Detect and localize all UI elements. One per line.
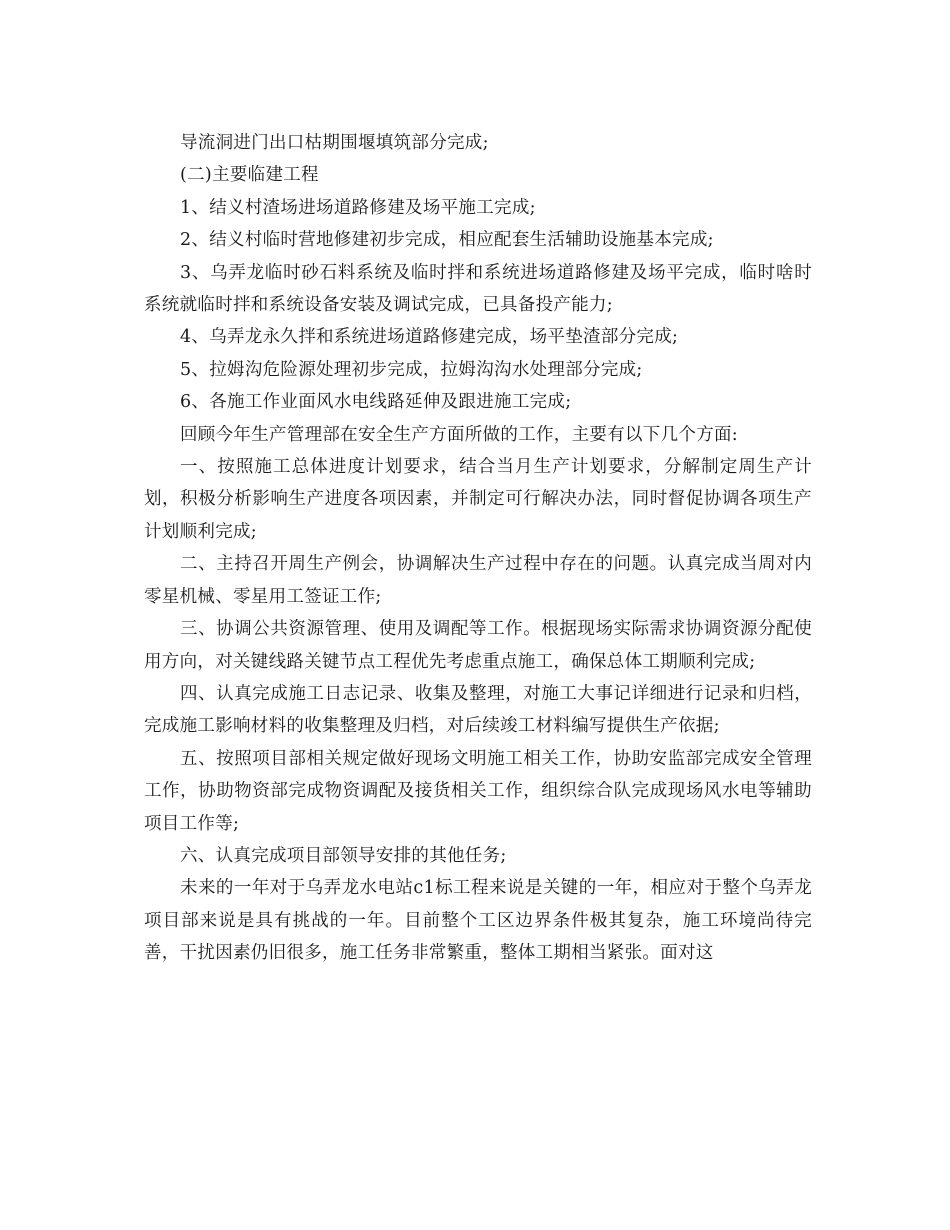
paragraph-diversion-tunnel: 导流洞进门出口枯期围堰填筑部分完成; [180,133,489,153]
paragraph-review-5: 五、按照项目部相关规定做好现场文明施工相关工作，协助安监部完成安全管理工作，协助物资部完成物资调配及接货相关工作，组织综合队完成现场风水电等辅助项目工作等; [144,748,812,834]
paragraph-item-3: 3、乌弄龙临时砂石料系统及临时拌和系统进场道路修建及场平完成，临时啥时系统就临时拌和系统设备安装及调试完成，已具备投产能力; [144,262,812,316]
paragraph-review-1: 一、按照施工总体进度计划要求，结合当月生产计划要求，分解制定周生产计划，积极分析影响生产进度各项因素，并制定可行解决办法，同时督促协调各项生产计划顺利完成; [144,457,812,542]
paragraph-outlook: 未来的一年对于乌弄龙水电站c1标工程来说是关键的一年，相应对于整个乌弄龙项目部来说是具有挑战的一年。目前整个工区边界条件极其复杂，施工环境尚待完善，干扰因素仍旧很多，施工任务非常繁重，整体工期相当紧张。面对这 [144,878,812,964]
paragraph-review-3: 三、协调公共资源管理、使用及调配等工作。根据现场实际需求协调资源分配使用方向，对关键线路关键节点工程优先考虑重点施工，确保总体工期顺利完成; [144,619,812,672]
paragraph-review-intro: 回顾今年生产管理部在安全生产方面所做的工作，主要有以下几个方面: [180,424,738,445]
paragraph-review-4: 四、认真完成施工日志记录、收集及整理，对施工大事记详细进行记录和归档，完成施工影响材料的收集整理及归档，对后续竣工材料编写提供生产依据; [144,683,812,737]
paragraph-item-6: 6、各施工作业面风水电线路延伸及跟进施工完成; [180,392,572,413]
paragraph-item-1: 1、结义村渣场进场道路修建及场平施工完成; [180,197,536,218]
document-body [144,127,812,970]
paragraph-review-2: 二、主持召开周生产例会，协调解决生产过程中存在的问题。认真完成当周对内零星机械、零星用工签证工作; [144,554,812,607]
section-heading-temporary-works: (二)主要临建工程 [180,165,319,186]
paragraph-item-2: 2、结义村临时营地修建初步完成，相应配套生活辅助设施基本完成; [180,230,714,251]
paragraph-item-4: 4、乌弄龙永久拌和系统进场道路修建完成，场平垫渣部分完成; [180,327,679,348]
paragraph-review-6: 六、认真完成项目部领导安排的其他任务; [180,845,507,866]
paragraph-item-5: 5、拉姆沟危险源处理初步完成，拉姆沟沟水处理部分完成; [180,359,643,380]
